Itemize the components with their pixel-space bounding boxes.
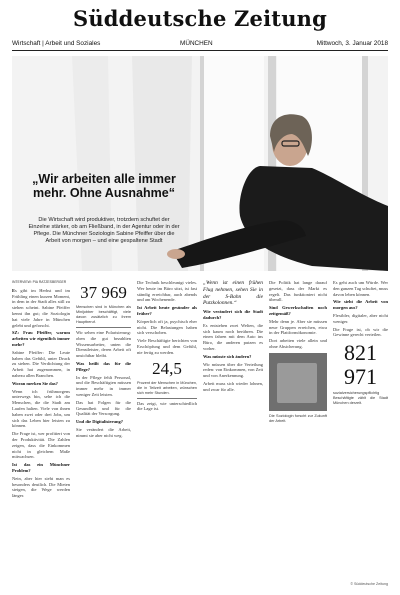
article-paragraph: SZ: Frau Pfeiffer, warum arbeiten wir eigentlich immer mehr?: [12, 330, 70, 347]
article-paragraph: Nein, aber hier sieht man es besonders deutlich. Die Mieten steigen, die Wege werden länger.: [12, 475, 70, 499]
rule: [137, 398, 197, 399]
article-paragraph: Wie verändert sich die Stadt dadurch?: [203, 309, 263, 320]
article-paragraph: Flexibler, digitaler, aber nicht weniger.: [333, 312, 388, 324]
article-paragraph: Viele Beschäftigte berichten von Erschöpfung und dem Gefühl, nie fertig zu werden.: [137, 338, 197, 355]
article-paragraph: Was müsste sich ändern?: [203, 353, 252, 359]
article-paragraph: Wir sehen eine Polarisierung: oben die gut bezahlten Wissensarbeiter, unten die Dienstleister, deren Arbeit oft unsichtbar bleibt.: [76, 330, 131, 359]
article-paragraph: Was heißt das für die Pflege?: [76, 360, 131, 372]
byline: INTERVIEW: PIA RATZESBERGER: [12, 280, 67, 284]
pull-quote: „Wenn ist einen frühen Flug nehmen, sehen Sie in der S-Bahn die Putzkolonnen.“: [203, 280, 263, 307]
article-paragraph: Körperlich oft ja, psychisch eher nicht. Die Belastungen haben sich verschoben.: [137, 318, 197, 336]
column-5: [269, 280, 327, 575]
article-paragraph: Wir müssen über die Verteilung reden: von Einkommen, von Zeit und von Anerkennung.: [203, 361, 263, 379]
article-paragraph: Sie verändert die Arbeit, nimmt sie aber nicht weg.: [76, 426, 131, 438]
photo-caption: Die Soziologin forscht zur Zukunft der Arbeit.: [269, 413, 327, 423]
article-paragraph: Wie sieht die Arbeit von morgen aus?: [333, 299, 388, 311]
article-paragraph: In der Pflege fehlt Personal, und die Beschäftigten müssen immer mehr in immer weniger Zeit leisten.: [76, 374, 131, 397]
stat-number: 24,5: [152, 358, 182, 378]
city-label: MÜNCHEN: [180, 40, 213, 47]
article-paragraph: Die Frage ist, ob wir die Gewinne gerecht verteilen.: [333, 326, 388, 338]
column-1: [12, 280, 70, 575]
article-paragraph: Sabine Pfeiffer: Die Leute haben das Gefühl, unter Druck zu stehen. Die Verdichtung der Arbeit hat zugenommen, in nahezu allen Branchen.: [12, 349, 70, 378]
article-paragraph: Das zeigt, wie unterschiedlich die Lage ist.: [137, 400, 197, 412]
article-paragraph: Wenn ich frühmorgens unterwegs bin, sehe ich die Menschen, die die Stadt am Laufen halten. Viele von ihnen haben zwei oder drei Jobs, um sich das Leben hier leisten zu können.: [12, 388, 70, 429]
article-paragraph: Die Frage ist, wer profitiert von der Produktivität. Die Zahlen zeigen, dass die Einkommen nicht in gleichem Maße mitwachsen.: [12, 431, 70, 460]
rule: [76, 327, 131, 328]
column-3: [137, 280, 197, 575]
stat-caption: Menschen sind in München als Minijobber beschäftigt, viele davon zusätzlich zu ihrem Hauptberuf.: [76, 305, 131, 324]
date-label: Mittwoch, 3. Januar 2018: [316, 40, 388, 47]
footer: © Süddeutsche Zeitung: [350, 582, 388, 586]
article-paragraph: Ist Arbeit heute gesünder als früher?: [137, 305, 197, 316]
section-bar: [12, 40, 388, 51]
stat-caption: sozialversicherungspflichtig Beschäftigte zählt die Stadt München derzeit.: [333, 391, 388, 406]
article-paragraph: Woran merken Sie das?: [12, 380, 58, 386]
article-paragraph: Und die Digitalisierung?: [76, 419, 124, 425]
column-2: [76, 280, 131, 575]
article-paragraph: Ist das ein Münchner Problem?: [12, 462, 70, 473]
article-paragraph: Die Technik beschleunigt vieles. Wer heute im Büro sitzt, ist fast ständig erreichbar, auch abends und am Wochenende.: [137, 280, 197, 303]
headline: „Wir arbeiten alle immer mehr. Ohne Ausnahme“: [32, 172, 176, 200]
article-paragraph: Dort arbeiten viele allein und ohne Absicherung.: [269, 338, 327, 349]
article-paragraph: Es geht auch um Würde. Wer den ganzen Tag schuftet, muss davon leben können.: [333, 280, 388, 297]
article-paragraph: Sind Gewerkschaften noch zeitgemäß?: [269, 305, 327, 316]
article-paragraph: Mehr denn je. Aber sie müssen neue Gruppen erreichen, etwa in der Plattformökonomie.: [269, 318, 327, 336]
article-paragraph: Es gibt im Herbst und im Frühling einen kurzen Moment, in dem in der Stadt alles still zu stehen scheint. Sabine Pfeiffer kennt ihn gut; die Soziologin hat viele Jahre in München gelebt und geforscht.: [12, 287, 70, 328]
article-paragraph: Die Politik hat lange darauf gesetzt, dass der Markt es regelt. Das funktioniert nicht überall.: [269, 280, 327, 303]
column-4: [203, 280, 263, 575]
stat-caption: Prozent der Menschen in München, die in Teilzeit arbeiten, wünschen sich mehr Stunden.: [137, 380, 197, 395]
article-paragraph: Es entstehen zwei Welten, die sich kaum noch berühren. Die einen fahren mit dem Auto ins Büro, die anderen putzen es vorher.: [203, 322, 263, 351]
subline: Die Wirtschaft wird produktiver, trotzdem schuftet der Einzelne stärker, ob am Fließband, in der Agentur oder in der Pflege. Die Münchner Soziologin Sabine Pfeiffer über die Arbeit von morgen – und eine gespaltene Stadt: [28, 217, 180, 244]
inset-photo: [269, 353, 327, 411]
article-paragraph: Arbeit muss sich wieder lohnen, und zwar für alle.: [203, 380, 263, 392]
article-paragraph: Das hat Folgen für die Gesundheit und für die Qualität der Versorgung.: [76, 399, 131, 417]
stat-number: 821 971: [344, 340, 377, 390]
section-label: Wirtschaft | Arbeit und Soziales: [12, 40, 101, 47]
masthead: Süddeutsche Zeitung: [72, 6, 328, 31]
stat-number: 37 969: [80, 283, 127, 302]
column-6: [333, 280, 388, 575]
